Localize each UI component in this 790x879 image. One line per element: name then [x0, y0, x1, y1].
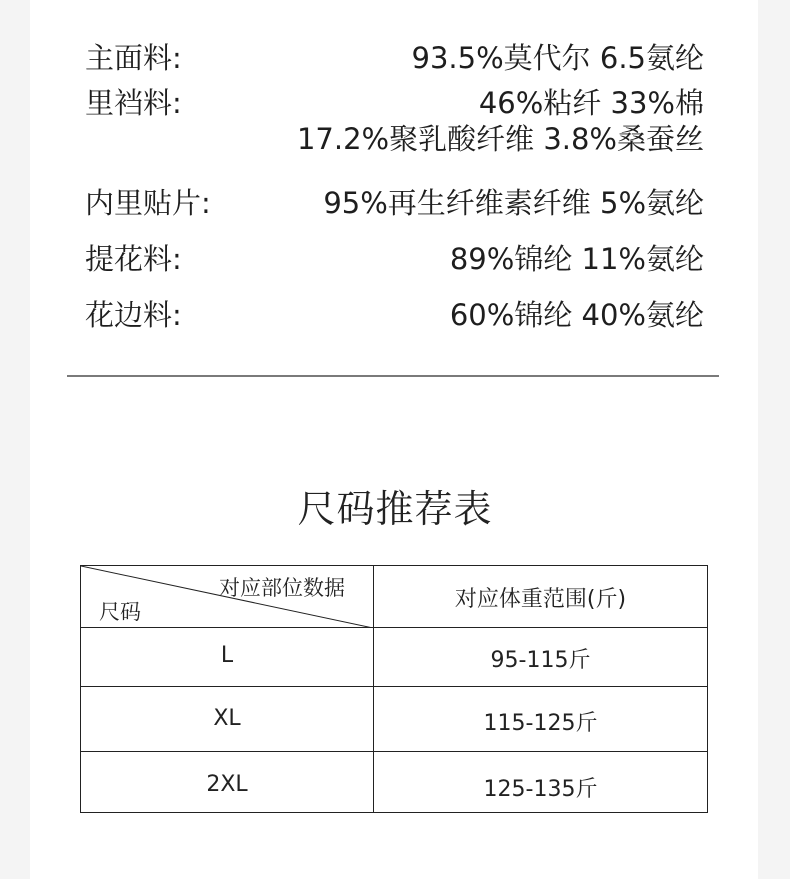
weight-cell: 95-115斤 [490, 648, 591, 673]
size-cell: 2XL [206, 772, 248, 797]
section-divider [67, 375, 719, 377]
header-measure-label: 对应部位数据 [219, 576, 345, 600]
fabric-value: 89%锦纶 11%氨纶 [449, 242, 704, 276]
fabric-value: 93.5%莫代尔 6.5氨纶 [411, 41, 704, 75]
fabric-label: 提花料: [85, 242, 182, 276]
size-cell: XL [213, 706, 241, 731]
row-divider [81, 627, 707, 628]
weight-cell: 115-125斤 [483, 711, 598, 736]
size-table [80, 565, 708, 813]
fabric-label: 花边料: [85, 298, 182, 332]
fabric-label: 内里贴片: [85, 186, 211, 220]
row-divider [81, 686, 707, 687]
fabric-value: 17.2%聚乳酸纤维 3.8%桑蚕丝 [296, 122, 704, 156]
header-weight-label: 对应体重范围(斤) [454, 587, 627, 612]
fabric-value: 95%再生纤维素纤维 5%氨纶 [323, 186, 704, 220]
header-size-label: 尺码 [99, 600, 141, 624]
fabric-value: 60%锦纶 40%氨纶 [449, 298, 704, 332]
size-table-title: 尺码推荐表 [297, 487, 493, 531]
size-cell: L [220, 643, 234, 668]
fabric-label: 里裆料: [85, 86, 182, 120]
row-divider [81, 751, 707, 752]
fabric-value: 46%粘纤 33%棉 [478, 86, 704, 120]
weight-cell: 125-135斤 [483, 777, 598, 802]
fabric-label: 主面料: [85, 41, 182, 75]
